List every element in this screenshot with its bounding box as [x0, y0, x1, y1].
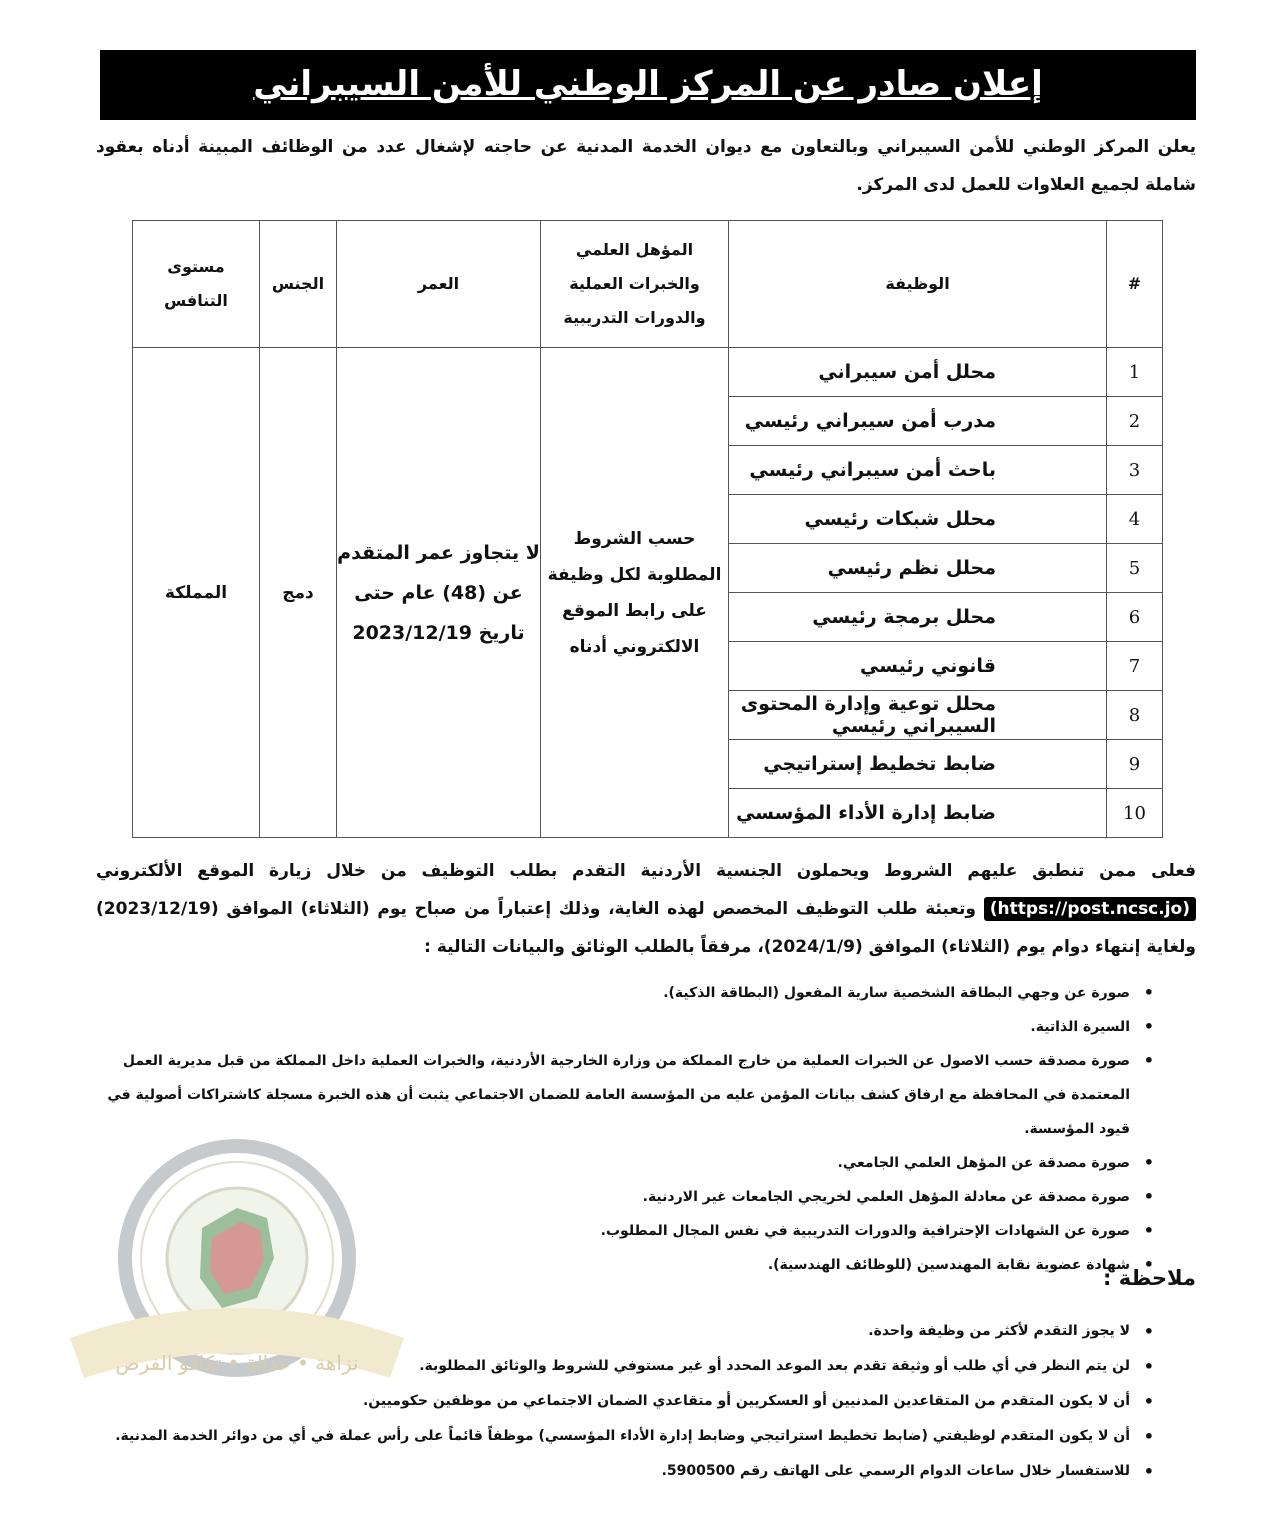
apply-text-before-url: فعلى ممن تنطبق عليهم الشروط ويحملون الجنسية الأردنية التقدم بطلب التوظيف من خلال زيارة الموقع الألكتروني: [96, 861, 1196, 881]
row-num: 7: [1107, 642, 1163, 691]
notes-list: [90, 1314, 1158, 1489]
list-item: • أن لا يكون المتقدم لوظيفتي (ضابط تخطيط استراتيجي وضابط إدارة الأداء المؤسسي) موظفاً قائماً على رأس عملة في أي من دوائر الخدمة المدنية.: [90, 1419, 1130, 1454]
row-title: ضابط إدارة الأداء المؤسسي: [729, 789, 1107, 838]
header-job: الوظيفة: [729, 221, 1107, 348]
row-num: 10: [1107, 789, 1163, 838]
list-item: • السيرة الذاتية.: [90, 1010, 1130, 1044]
list-item: • صورة عن وجهي البطاقة الشخصية سارية المفعول (البطاقة الذكية).: [90, 976, 1130, 1010]
gender-cell: دمج: [260, 348, 337, 838]
list-item: • شهادة عضوية نقابة المهندسين (للوظائف الهندسية).: [90, 1248, 1130, 1282]
row-title: محلل شبكات رئيسي: [729, 495, 1107, 544]
row-num: 9: [1107, 740, 1163, 789]
header-num: #: [1107, 221, 1163, 348]
list-item: • لا يجوز التقدم لأكثر من وظيفة واحدة.: [90, 1314, 1130, 1349]
header-competition: مستوى التنافس: [133, 221, 260, 348]
table-row: [133, 348, 1163, 397]
header-age: العمر: [337, 221, 541, 348]
row-title: محلل نظم رئيسي: [729, 544, 1107, 593]
intro-paragraph: يعلن المركز الوطني للأمن السيبراني وبالتعاون مع ديوان الخدمة المدنية عن حاجته لإشغال عدد من الوظائف المبينة أدناه بعقود شاملة لجميع العلاوات للعمل لدى المركز.: [96, 137, 1196, 195]
competition-cell: المملكة: [133, 348, 260, 838]
row-title: قانوني رئيسي: [729, 642, 1107, 691]
application-url-link[interactable]: (https://post.ncsc.jo): [984, 897, 1196, 921]
list-item: • صورة مصدقة عن معادلة المؤهل العلمي لخريجي الجامعات غير الاردنية.: [90, 1180, 1130, 1214]
row-title: ضابط تخطيط إستراتيجي: [729, 740, 1107, 789]
row-num: 5: [1107, 544, 1163, 593]
row-num: 3: [1107, 446, 1163, 495]
row-num: 1: [1107, 348, 1163, 397]
row-num: 8: [1107, 691, 1163, 740]
row-title: محلل أمن سيبراني: [729, 348, 1107, 397]
page-title: إعلان صادر عن المركز الوطني للأمن السيبراني: [253, 64, 1043, 104]
list-item: • صورة عن الشهادات الإحترافية والدورات التدريبية في نفس المجال المطلوب.: [90, 1214, 1130, 1248]
list-item: • للاستفسار خلال ساعات الدوام الرسمي على الهاتف رقم 5900500.: [90, 1454, 1130, 1489]
qualification-cell: حسب الشروط المطلوبة لكل وظيفة على رابط الموقع الالكتروني أدناه: [541, 348, 729, 838]
list-item: • صورة مصدقة عن المؤهل العلمي الجامعي.: [90, 1146, 1130, 1180]
notes-heading: ملاحظة :: [1103, 1266, 1196, 1290]
header-qualification: المؤهل العلمي والخبرات العملية والدورات التدريبية: [541, 221, 729, 348]
apply-text-after-url: وتعبئة طلب التوظيف المخصص لهذه الغاية، وذلك إعتباراً من صباح يوم (الثلاثاء) الموافق (2023/12/19) ولغاية إنتهاء دوام يوم (الثلاثاء) الموافق (2024/1/9)، مرفقاً بالطلب الوثائق والبيانات التالية :: [96, 899, 1196, 957]
list-item: • أن لا يكون المتقدم من المتقاعدين المدنيين أو العسكريين أو متقاعدي الضمان الاجتماعي من موظفين حكوميين.: [90, 1384, 1130, 1419]
application-paragraph: [96, 852, 1196, 966]
header-gender: الجنس: [260, 221, 337, 348]
row-title: محلل برمجة رئيسي: [729, 593, 1107, 642]
age-cell: لا يتجاوز عمر المتقدم عن (48) عام حتى تاريخ 2023/12/19: [337, 348, 541, 838]
seal-motto: نزاهة • عدالة • تكافؤ الفرص: [115, 1351, 359, 1375]
row-num: 4: [1107, 495, 1163, 544]
list-item: • لن يتم النظر في أي طلب أو وثيقة تقدم بعد الموعد المحدد أو غير مستوفي للشروط والوثائق المطلوبة.: [90, 1349, 1130, 1384]
table-header-row: [133, 221, 1163, 348]
list-item: • صورة مصدقة حسب الاصول عن الخبرات العملية من خارج المملكة من وزارة الخارجية الأردنية، والخبرات العملية داخل المملكة من قبل مديرية العمل المعتمدة في المحافظة مع ارفاق كشف بيانات المؤمن عليه من المؤسسة العامة للضمان الاجتماعي يثبت أن هذه الخبرة مسجلة كاشتراكات أصولية في قيود المؤسسة.: [90, 1044, 1130, 1146]
row-title: باحث أمن سيبراني رئيسي: [729, 446, 1107, 495]
row-num: 2: [1107, 397, 1163, 446]
row-title: مدرب أمن سيبراني رئيسي: [729, 397, 1107, 446]
jobs-table: [132, 220, 1163, 838]
required-documents-list: [90, 976, 1158, 1282]
row-title: محلل توعية وإدارة المحتوى السيبراني رئيسي: [729, 691, 1107, 740]
row-num: 6: [1107, 593, 1163, 642]
